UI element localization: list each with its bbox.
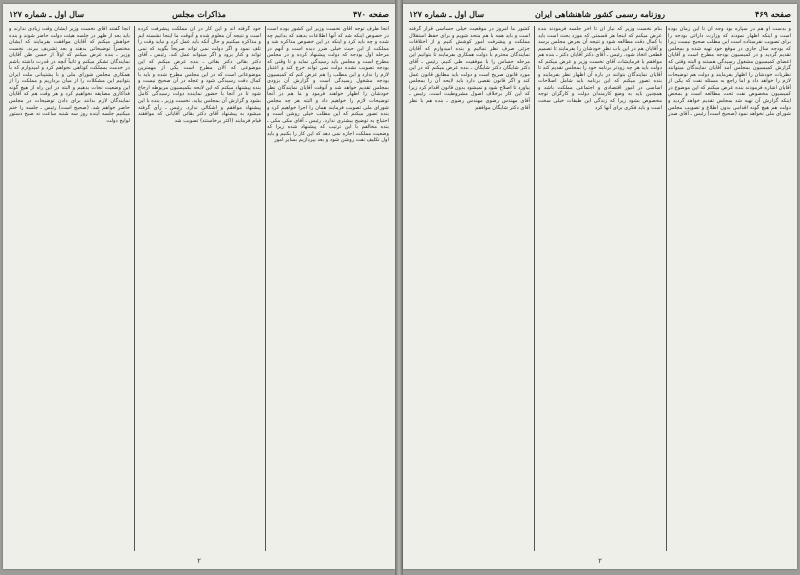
left-column-right-text: آنجا طرف توجه آقای نخست وزیر این کشور بوده است در خصوص اینکه شد که آنها اطلاعات بدهند که بدانیم چه شده و چه باید کرد و اینکه در این خصوص مذاکره شد و مملکت از این حیث خیلی ضرر دیده است و آنهم در مرحله اول بودجه که دولت پیشنهاد کرده و در مجلس مطرح است و مجلس باید رسیدگی نماید و تا وقتی که بودجه تصویب نشده دولت نمی تواند خرج کند و اعتبار لازم را ندارد و این مطلب را هم عرض کنم که کمیسیون بودجه مشغول رسیدگی است و گزارش آن بزودی بمجلس تقدیم خواهد شد و آنوقت آقایان نمایندگان نظر خودشان را اظهار خواهند فرمود و ما هم در آنجا توضیحات لازم را خواهیم داد و البته هر چه مجلس شورای ملی تصویب فرمایند همان را اجرا خواهیم کرد و بنده تصور میکنم که این مطلب خیلی روشن است و احتیاج به توضیح بیشتری ندارد. رئیس ـ آقای مکی مکی ـ بنده مخالفم با این ترتیب که پیشنهاد شده زیرا که وضعیت مملکت اجازه نمی دهد که این کار را بکنیم و باید اول تکلیف نفت روشن شود و بعد بپردازیم بسایر امور — [267, 26, 389, 144]
right-column-left-text: کشور ما امروز در موقعیت خیلی حساسی قرار گرفته است و باید همه با هم متحد شویم و برای حفظ استقلال مملکت و پیشرفت امور کوشش کنیم و از اختلافات جزئی صرف نظر نمائیم و بنده امیدوارم که آقایان نمایندگان محترم با دولت همکاری بفرمایند تا بتوانیم این مرحله حساس را با موفقیت طی کنیم. رئیس ـ آقای دکتر شایگان دکتر شایگان ـ بنده عرض میکنم که در این مورد قانون صریح است و دولت باید مطابق قانون عمل کند و اگر قانون نقصی دارد باید لایحه آن را بمجلس بیاورد تا اصلاح شود و نمیشود بدون قانون اقدام کرد زیرا که این کار برخلاف اصول مشروطیت است. رئیس ـ آقای مهندس رضوی مهندس رضوی ـ بنده هم با نظر آقای دکتر شایگان موافقم — [409, 26, 530, 111]
right-page — [403, 4, 797, 569]
right-page-folio: ۲ — [598, 557, 602, 565]
right-column-middle-text: بنام نخست وزیر که نیاز آن تا آخر جلسه فرمودند بنده عرض میکنم که اینجا هر قسمتی که مورد بحث است باید با کمال دقت مطالعه شود و نتیجه آن بعرض مجلس برسد و آقایان هم در این باب نظر خودشان را بفرمایند تا تصمیم قطعی اتخاذ شود. رئیس ـ آقای دکتر آقایان دکتر ـ بنده هم موافقم با فرمایشات آقای نخست وزیر و عرض میکنم که دولت باید هر چه زودتر برنامه خود را بمجلس تقدیم کند تا آقایان نمایندگان بتوانند در باره آن اظهار نظر بفرمایند و بنده تصور میکنم که این برنامه باید شامل اصلاحات اساسی در امور اقتصادی و اجتماعی مملکت باشد و همچنین باید به وضع کارمندان دولت و کارگران توجه مخصوص بشود زیرا که زندگی این طبقات خیلی سخت است و باید فکری برای آنها کرد — [538, 26, 662, 111]
column-rule — [534, 26, 535, 551]
left-page-header — [9, 8, 389, 22]
column-rule — [265, 26, 266, 551]
right-page-title: روزنامه رسمی کشور شاهنشاهی ایران — [535, 9, 665, 19]
left-page — [3, 4, 395, 569]
right-column-middle — [538, 26, 662, 551]
left-column-middle-text: خود گرفته اند و این کار در آن مملکت پیشرفت کرده است و نتیجه آن معلوم شده و آنوقت ما اینجا نشسته ایم و مذاکره میکنیم و حال آنکه باید عمل کرد و نباید وقت را تلف نمود و اگر دولت نمی تواند صریحاً بگوید که نمی تواند و کنار برود و اگر میتواند عمل کند. رئیس ـ آقای دکتر بقائی دکتر بقائی ـ بنده عرض میکنم که این موضوعی که الان مطرح است یکی از مهمترین موضوعاتی است که در این مجلس مطرح شده و باید با کمال دقت رسیدگی شود و عجله در آن صحیح نیست و بنده پیشنهاد میکنم که این لایحه بکمیسیون مربوطه ارجاع شود تا در آنجا با حضور نماینده دولت رسیدگی کامل بشود و گزارش آن بمجلس بیاید. نخست وزیر ـ بنده با این پیشنهاد موافقم و اشکالی ندارد. رئیس ـ رأی گرفته میشود به پیشنهاد آقای دکتر بقائی آقایانی که موافقند قیام فرمایند (اکثر برخاستند) تصویب شد — [138, 26, 261, 124]
left-page-title: مذاکرات مجلس — [172, 9, 226, 19]
book-gutter — [395, 0, 403, 575]
left-page-issue: سال اول ـ شماره ۱۲۷ — [9, 9, 85, 19]
column-rule — [134, 26, 135, 551]
left-page-folio: ۲ — [197, 557, 201, 565]
right-column-right — [668, 26, 791, 551]
right-column-right-text: و بدست او هم در سپاره بود وجه آن تا این زمان بوده است و اینکه اظهار نمودند که وزارت دارائی بودجه را برای تصویب نفرستاده است این مطلب صحیح نیست زیرا که بودجه سال جاری در موقع خود تهیه شده و بمجلس تقدیم گردید و در کمیسیون بودجه مطرح است و آقایان اعضای کمیسیون مشغول رسیدگی هستند و البته وقتی که گزارش کمیسیون بمجلس آمد آقایان نمایندگان میتوانند نظریات خودشان را اظهار بفرمایند و دولت هم توضیحات لازم را خواهد داد و اما راجع به مسئله نفت که یکی از آقایان اشاره فرمودند بنده عرض میکنم که این موضوع در کمیسیون مخصوص نفت تحت مطالعه است و بمحض اینکه گزارش آن تهیه شد بمجلس تقدیم خواهد گردید و دولت هم هیچ گونه اقدامی بدون اطلاع و تصویب مجلس شورای ملی نخواهد نمود (صحیح است) رئیس ـ آقای صدر — [668, 26, 791, 118]
left-column-middle — [138, 26, 261, 551]
right-page-issue: سال اول ـ شماره ۱۲۷ — [409, 9, 485, 19]
left-page-number: صفحه ۴۷۰ — [353, 9, 389, 19]
left-column-left — [9, 26, 130, 551]
right-page-number: صفحه ۴۶۹ — [755, 9, 791, 19]
left-column-left-text: آنجا گفتند آقای نخست وزیر ایشان وقت زیادی ندارند و باید بعد از ظهر در جلسه هیئت دولت حاضر شوند و بنده خواهش میکنم که آقایان موافقت بفرمایند که ایشان مختصراً توضیحاتی بدهند و بعد تشریف ببرند. نخست وزیر ـ بنده عرض میکنم که اولاً از حسن ظن آقایان نمایندگان تشکر میکنم و ثانیاً آنچه در قدرت داشته باشم در خدمت بمملکت کوتاهی نخواهم کرد و امیدوارم که با همکاری مجلس شورای ملی و با پشتیبانی ملت ایران بتوانیم این مشکلات را از میان برداریم و مملکت را از این وضعیت نجات بدهیم و البته در این راه از هیچ گونه فداکاری مضایقه نخواهیم کرد و هر وقت هم که آقایان نمایندگان لازم بدانند برای دادن توضیحات در مجلس حاضر خواهم شد. (صحیح است) رئیس ـ جلسه را ختم میکنیم جلسه آینده روز سه شنبه ساعت نه صبح دستور لوایح دولت — [9, 26, 130, 124]
left-column-right — [267, 26, 389, 551]
column-rule — [666, 26, 667, 551]
right-column-left — [409, 26, 530, 551]
right-page-header — [409, 8, 791, 22]
